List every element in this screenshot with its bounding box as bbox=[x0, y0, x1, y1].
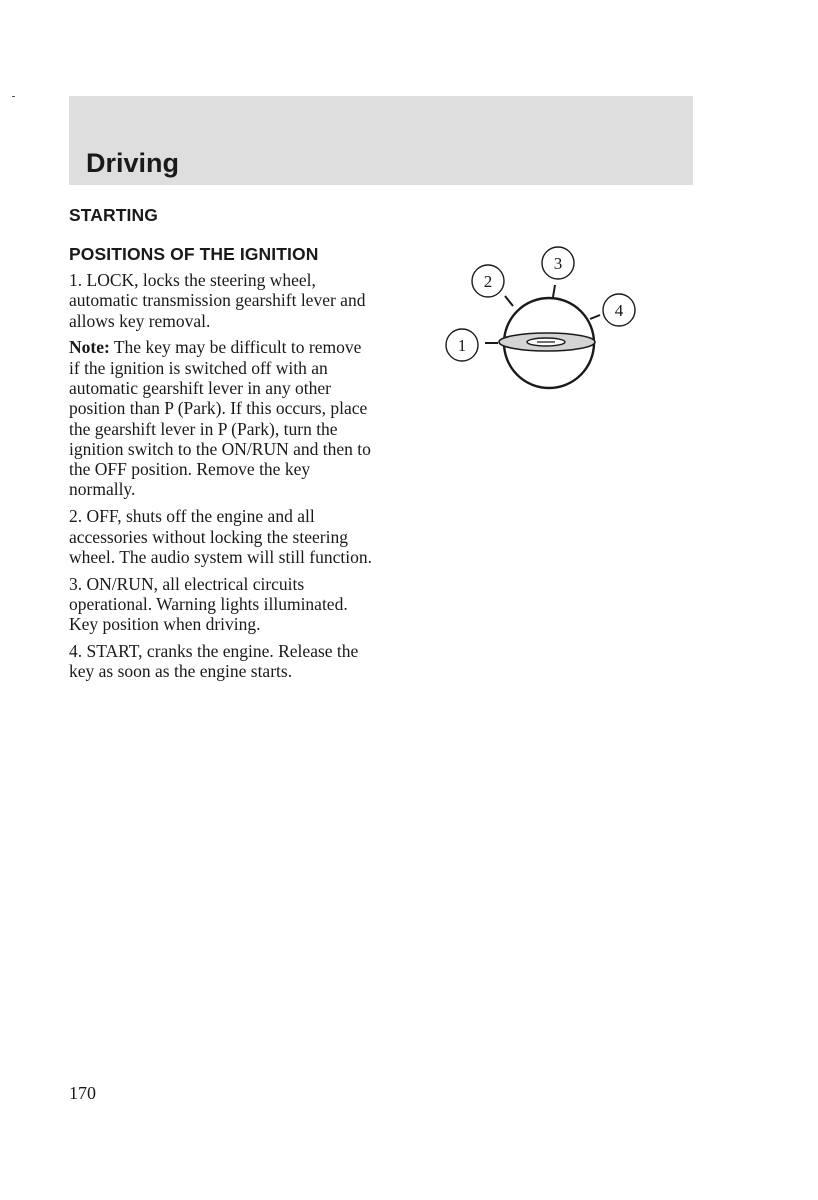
ignition-switch-diagram bbox=[436, 240, 646, 390]
page-number: 170 bbox=[69, 1083, 96, 1103]
tick-position-2 bbox=[505, 296, 513, 306]
body-text-column bbox=[69, 270, 374, 688]
item-off-paragraph: 2. OFF, shuts off the engine and all accessories without locking the steering wheel. The audio system will still function. bbox=[69, 506, 372, 567]
callout-2-label: 2 bbox=[483, 272, 493, 291]
tick-position-3 bbox=[553, 285, 555, 297]
note-label: Note: bbox=[69, 337, 110, 358]
section-header-band bbox=[69, 96, 693, 185]
callout-1-label: 1 bbox=[457, 336, 467, 355]
page-corner-mark bbox=[12, 96, 15, 97]
item-start-paragraph: 4. START, cranks the engine. Release the key as soon as the engine starts. bbox=[69, 641, 359, 682]
callout-3-label: 3 bbox=[553, 254, 563, 273]
heading-ignition-positions: POSITIONS OF THE IGNITION bbox=[69, 244, 319, 264]
heading-starting: STARTING bbox=[69, 205, 158, 225]
note-text: The key may be difficult to remove if the ignition is switched off with an automatic gearshift lever in any other position than P (Park). If this occurs, place the gearshift lever in P (Park), turn the ignition switch to the ON/RUN and then to the OFF position. Remove the key normally. bbox=[69, 337, 371, 500]
tick-position-4 bbox=[590, 315, 600, 319]
callout-4-label: 4 bbox=[614, 301, 624, 320]
section-title: Driving bbox=[86, 148, 180, 178]
item-on-run-paragraph: 3. ON/RUN, all electrical circuits operational. Warning lights illuminated. Key position when driving. bbox=[69, 573, 348, 635]
item-lock-paragraph: 1. LOCK, locks the steering wheel, automatic transmission gearshift lever and allows key removal. bbox=[69, 270, 366, 331]
note-paragraph bbox=[69, 337, 374, 499]
